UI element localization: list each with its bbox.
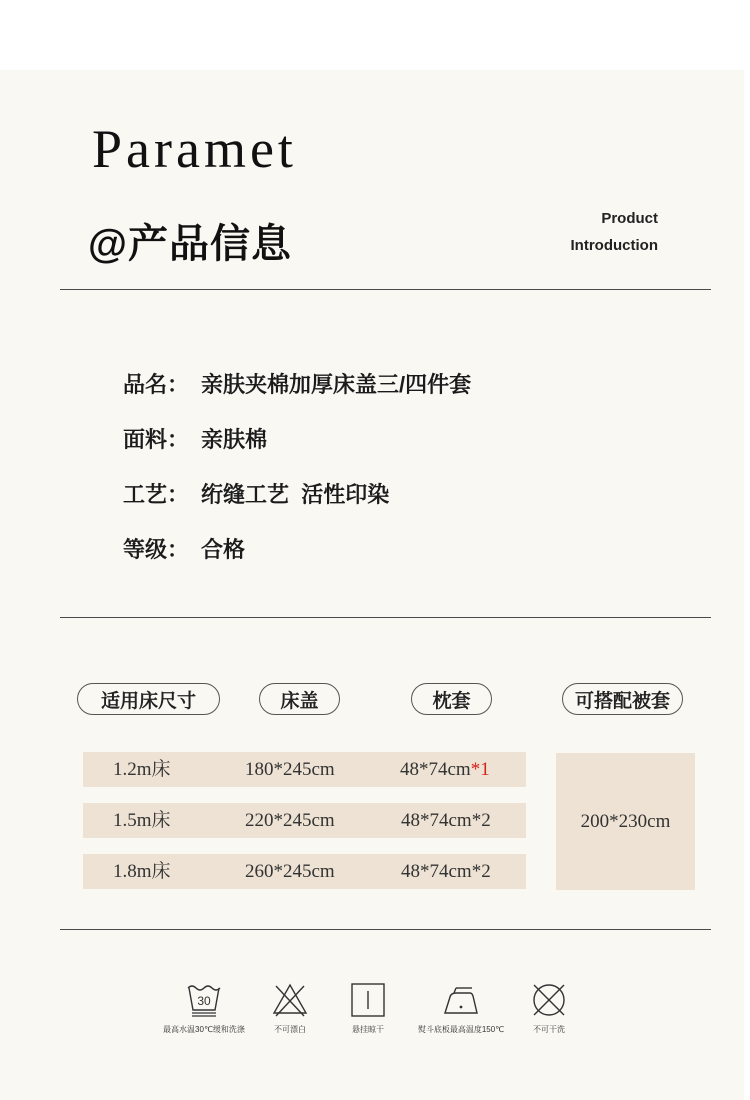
- bed-size: 1.5m床: [113, 810, 171, 831]
- size-row-1: [83, 752, 526, 787]
- pillowcase-size: 48*74cm*2: [401, 861, 491, 882]
- param-row-craft: [123, 478, 389, 509]
- param-row-fabric: [123, 423, 267, 454]
- size-row-3: [83, 854, 526, 889]
- care-label: 熨斗底板最高温度150℃: [417, 1025, 505, 1034]
- param-value: 合格: [201, 537, 246, 562]
- english-subtitle: [571, 205, 658, 259]
- param-label: 等级：: [123, 537, 190, 562]
- param-label: 面料：: [123, 427, 190, 452]
- bedspread-size: 180*245cm: [245, 759, 335, 780]
- hang-dry-icon: [349, 982, 387, 1018]
- pillowcase-qty: *2: [471, 861, 491, 882]
- care-item-iron: [413, 982, 509, 1035]
- page-title: @产品信息: [88, 222, 293, 266]
- subtitle-line-2: Introduction: [570, 237, 658, 254]
- wash-temp: 30: [197, 994, 211, 1008]
- bed-size: 1.2m床: [113, 759, 171, 780]
- divider-middle: [60, 617, 711, 618]
- pillowcase-size: 48*74cm*2: [401, 810, 491, 831]
- header-pillowcase: 枕套: [411, 683, 492, 715]
- header-bed-size: 适用床尺寸: [77, 683, 220, 715]
- divider-bottom: [60, 929, 711, 930]
- subtitle-line-1: Product: [601, 210, 658, 227]
- param-value: 亲肤棉: [201, 427, 268, 452]
- pillowcase-qty: *1: [470, 759, 490, 780]
- pillowcase-qty: *2: [471, 810, 491, 831]
- care-item-wash: [158, 982, 250, 1035]
- divider-top: [60, 289, 711, 290]
- param-value: 绗缝工艺 活性印染: [201, 482, 390, 507]
- param-label: 品名：: [123, 372, 190, 397]
- care-label: 不可漂白: [274, 1025, 306, 1034]
- care-item-dryclean: [526, 982, 572, 1035]
- care-item-bleach: [267, 982, 313, 1035]
- brand-word: Paramet: [92, 119, 297, 179]
- bedspread-size: 220*245cm: [245, 810, 335, 831]
- care-item-hang: [346, 982, 390, 1035]
- size-row-2: [83, 803, 526, 838]
- param-label: 工艺：: [123, 482, 190, 507]
- care-label: 不可干洗: [533, 1025, 565, 1034]
- care-label: 悬挂晾干: [352, 1025, 384, 1034]
- no-bleach-icon: [271, 982, 309, 1018]
- param-row-grade: [123, 533, 245, 564]
- param-row-name: [123, 368, 471, 399]
- duvet-size: 200*230cm: [556, 753, 695, 890]
- header-duvet: 可搭配被套: [562, 683, 683, 715]
- bedspread-size: 260*245cm: [245, 861, 335, 882]
- iron-low-icon: [442, 982, 480, 1018]
- header-bedspread: 床盖: [259, 683, 340, 715]
- wash-30-icon: [185, 982, 223, 1018]
- bed-size: 1.8m床: [113, 861, 171, 882]
- pillowcase-size: 48*74cm*1: [400, 759, 490, 780]
- no-wash-icon: [530, 982, 568, 1018]
- param-value: 亲肤夹棉加厚床盖三/四件套: [201, 372, 472, 397]
- care-label: 最高水温30℃缓和洗涤: [163, 1025, 245, 1034]
